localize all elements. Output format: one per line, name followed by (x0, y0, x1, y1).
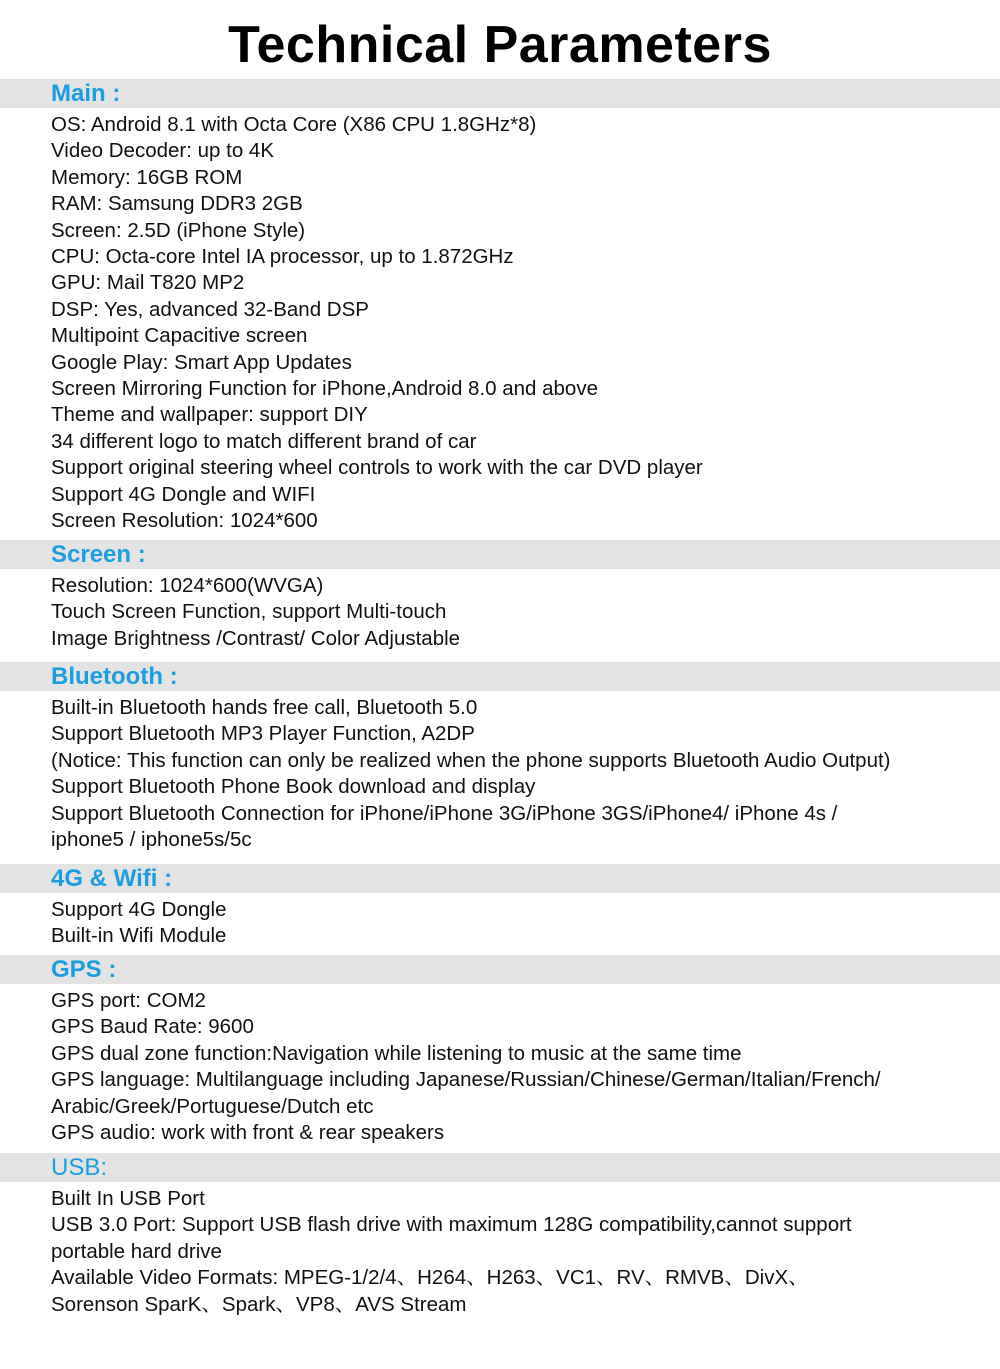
section-heading: USB: (51, 1154, 108, 1181)
spec-line: Touch Screen Function, support Multi-touch (51, 600, 447, 624)
section-lines (0, 569, 1000, 652)
section-screen (0, 540, 1000, 652)
section-lines (0, 108, 1000, 535)
section-4g-wifi (0, 864, 1000, 950)
section-heading: Main : (51, 80, 121, 107)
section-header-bar (0, 864, 1000, 893)
section-usb (0, 1153, 1000, 1318)
spec-line: Screen Resolution: 1024*600 (51, 509, 318, 533)
section-header-bar (0, 1153, 1000, 1182)
section-header-bar (0, 955, 1000, 984)
spec-line: Sorenson SparK、Spark、VP8、AVS Stream (51, 1292, 467, 1316)
section-gps (0, 955, 1000, 1146)
spec-line: Built In USB Port (51, 1187, 205, 1210)
spec-line: Arabic/Greek/Portuguese/Dutch etc (51, 1094, 374, 1118)
spec-line: GPU: Mail T820 MP2 (51, 271, 245, 295)
spec-line: portable hard drive (51, 1239, 222, 1263)
spec-line: Support 4G Dongle and WIFI (51, 482, 316, 506)
spec-line: GPS dual zone function:Navigation while listening to music at the same time (51, 1041, 742, 1065)
spec-line: GPS port: COM2 (51, 989, 206, 1012)
spec-line: Google Play: Smart App Updates (51, 350, 352, 374)
spec-line: Memory: 16GB ROM (51, 165, 243, 189)
section-lines (0, 984, 1000, 1146)
spec-line: CPU: Octa-core Intel IA processor, up to 1.872GHz (51, 245, 514, 269)
section-main (0, 79, 1000, 535)
section-header-bar (0, 662, 1000, 691)
spec-line: Image Brightness /Contrast/ Color Adjustable (51, 626, 461, 650)
section-bluetooth (0, 662, 1000, 853)
spec-line: Support Bluetooth Connection for iPhone/iPhone 3G/iPhone 3GS/iPhone4/ iPhone 4s / (51, 801, 838, 825)
spec-line: OS: Android 8.1 with Octa Core (X86 CPU 1.8GHz*8) (51, 113, 537, 136)
section-heading: 4G & Wifi : (51, 865, 173, 892)
section-header-bar (0, 79, 1000, 108)
section-header-bar (0, 540, 1000, 569)
section-lines (0, 893, 1000, 950)
spec-line: GPS Baud Rate: 9600 (51, 1015, 254, 1039)
section-lines (0, 1182, 1000, 1318)
spec-line: Available Video Formats: MPEG-1/2/4、H264、H263、VC1、RV、RMVB、DivX、 (51, 1266, 809, 1290)
spec-line: Screen Mirroring Function for iPhone,Android 8.0 and above (51, 377, 598, 401)
spec-line: Resolution: 1024*600(WVGA) (51, 574, 324, 597)
spec-line: Multipoint Capacitive screen (51, 324, 308, 348)
spec-line: GPS language: Multilanguage including Japanese/Russian/Chinese/German/Italian/French/ (51, 1068, 881, 1092)
spec-line: Built-in Bluetooth hands free call, Bluetooth 5.0 (51, 696, 478, 719)
spec-line: iphone5 / iphone5s/5c (51, 828, 252, 852)
section-heading: Bluetooth : (51, 663, 178, 690)
spec-line: Theme and wallpaper: support DIY (51, 403, 368, 427)
section-heading: Screen : (51, 541, 146, 568)
spec-line: Video Decoder: up to 4K (51, 139, 274, 163)
spec-line: Support original steering wheel controls to work with the car DVD player (51, 456, 703, 480)
spec-line: 34 different logo to match different brand of car (51, 429, 477, 453)
section-heading: GPS : (51, 956, 117, 983)
spec-line: (Notice: This function can only be realized when the phone supports Bluetooth Audio Output) (51, 748, 891, 772)
page-title: Technical Parameters (228, 16, 772, 74)
spec-line: Support 4G Dongle (51, 898, 227, 921)
spec-line: Support Bluetooth MP3 Player Function, A2DP (51, 722, 475, 746)
spec-line: Screen: 2.5D (iPhone Style) (51, 218, 306, 242)
spec-line: RAM: Samsung DDR3 2GB (51, 192, 303, 216)
spec-line: Built-in Wifi Module (51, 924, 227, 948)
spec-line: Support Bluetooth Phone Book download and display (51, 775, 536, 799)
spec-line: USB 3.0 Port: Support USB flash drive with maximum 128G compatibility,cannot support (51, 1213, 852, 1237)
spec-line: GPS audio: work with front & rear speakers (51, 1121, 445, 1145)
spec-line: DSP: Yes, advanced 32-Band DSP (51, 297, 369, 321)
section-lines (0, 691, 1000, 853)
